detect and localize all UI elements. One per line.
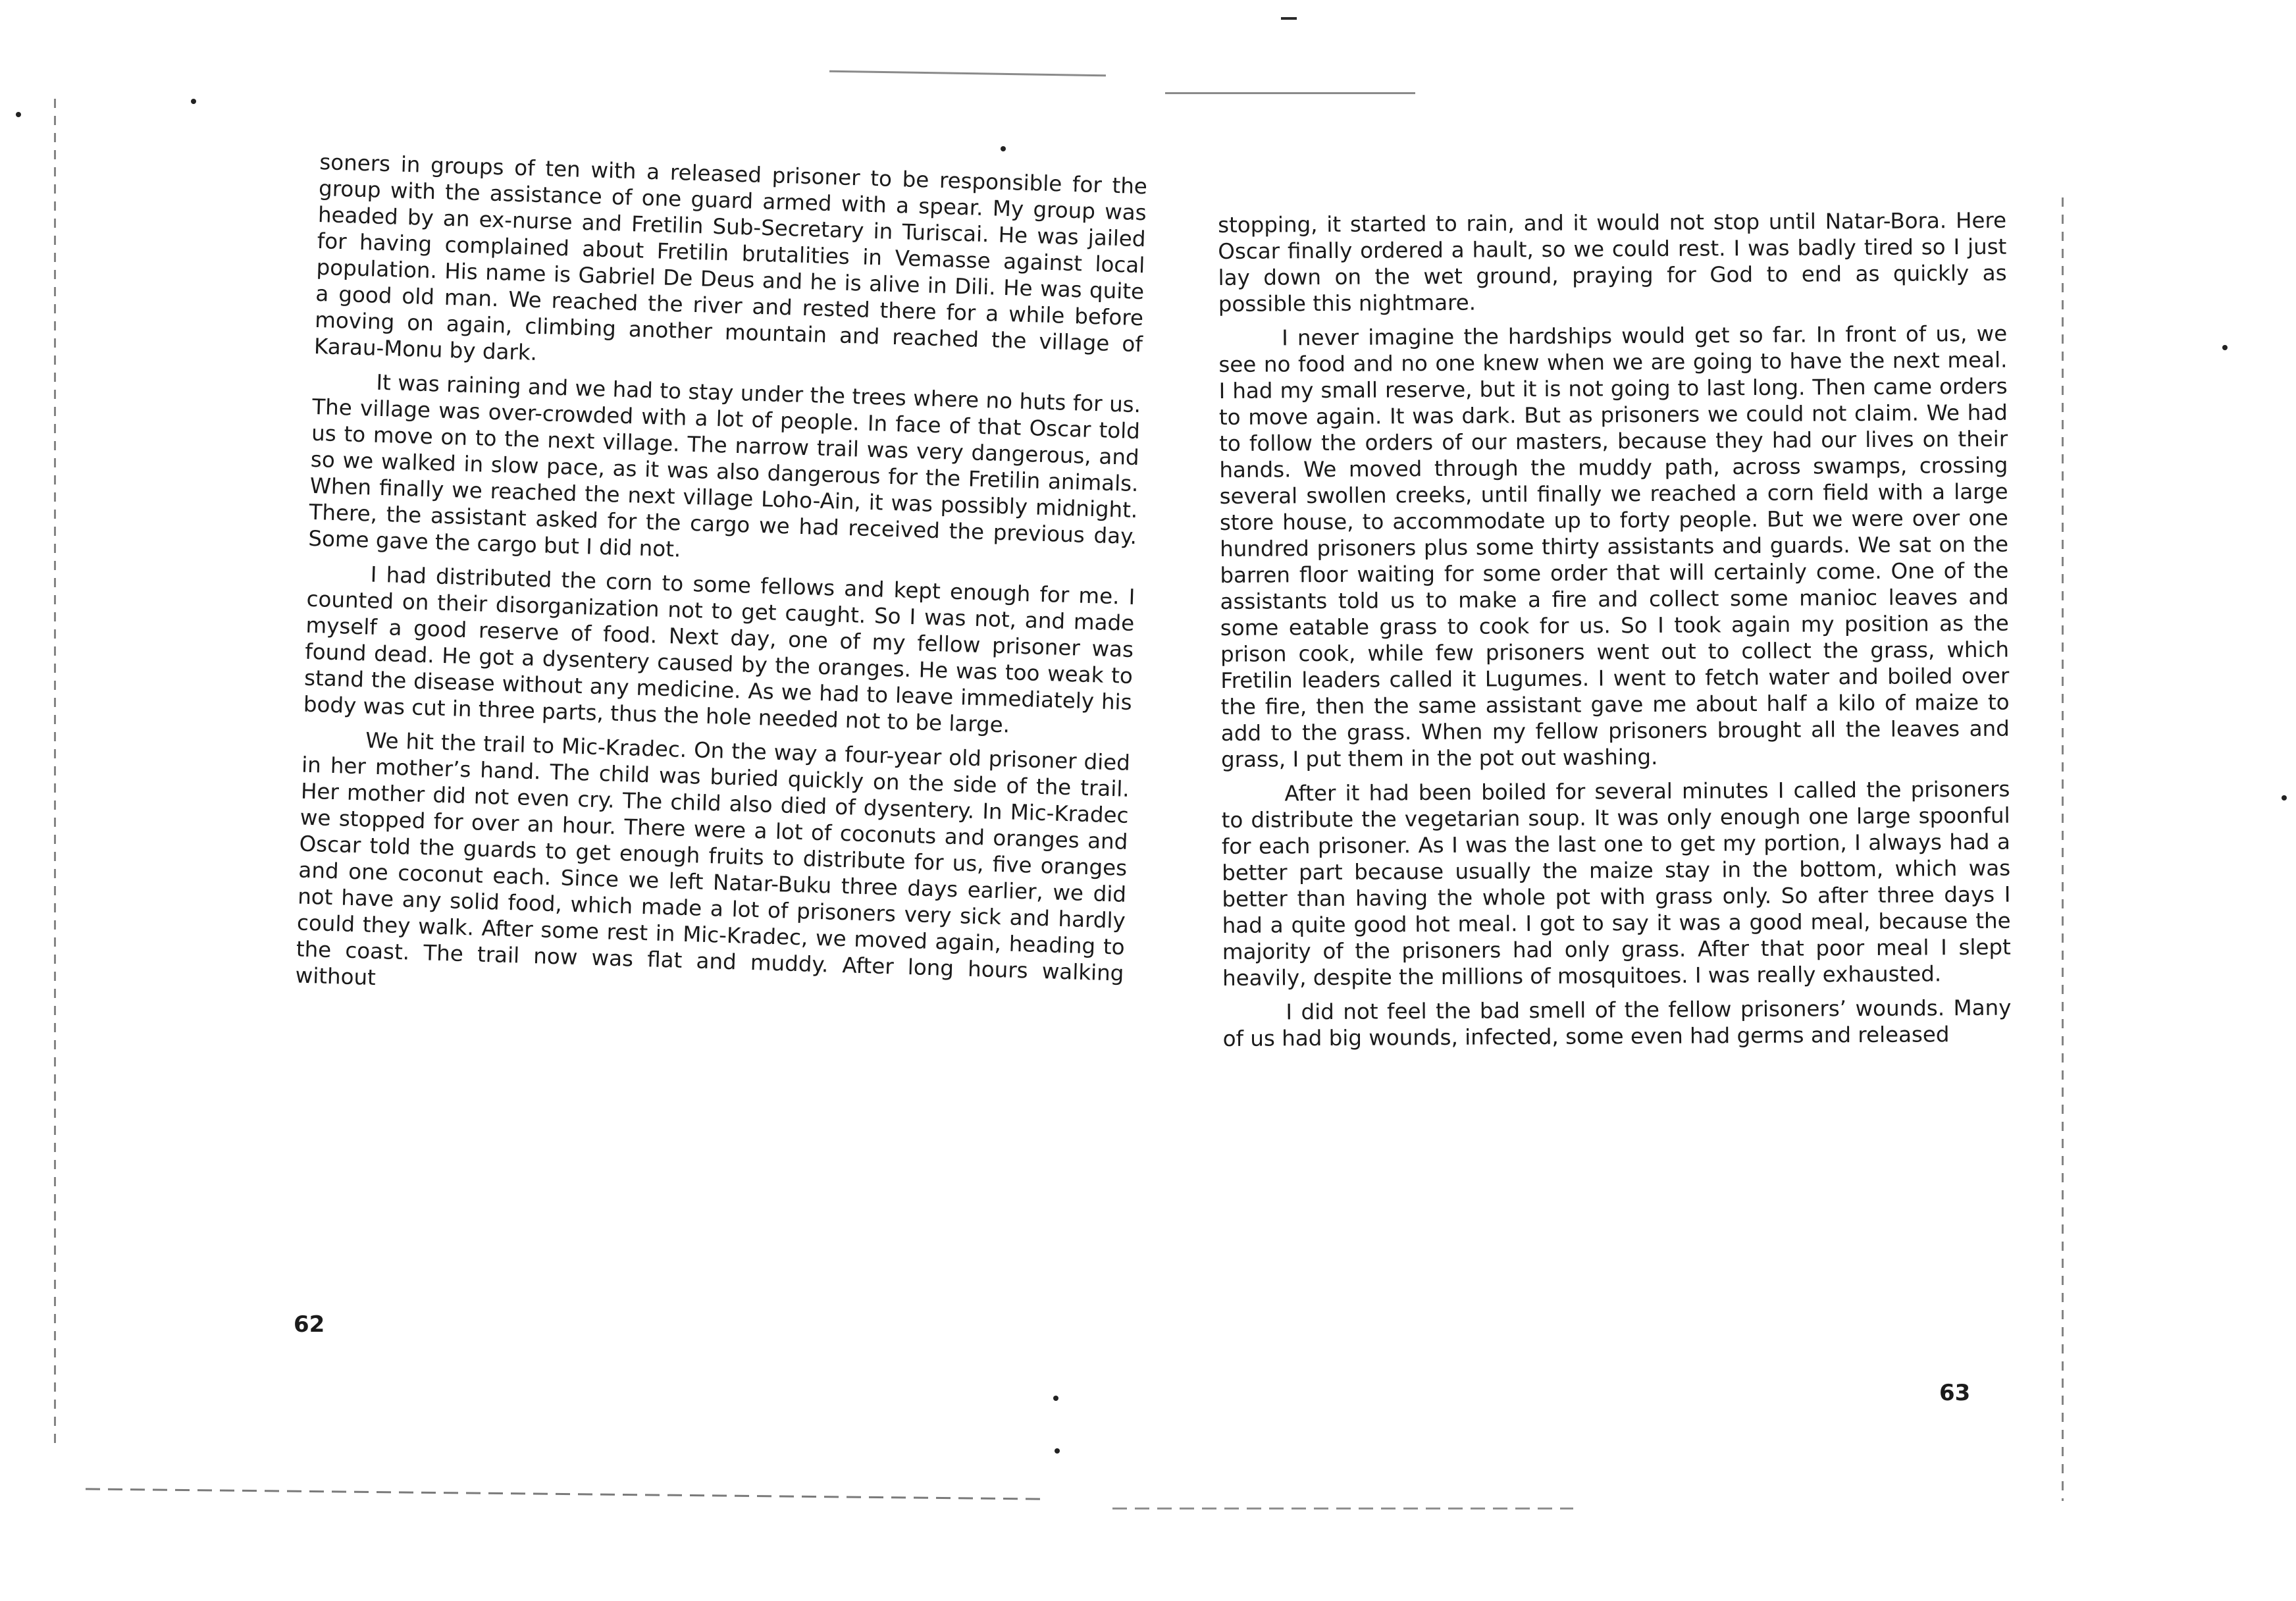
paragraph: I never imagine the hardships would get so far. In front of us, we see no food and no one knew when we are going to have the next meal. I had my small reserve, but it is not going to last long. Then came orders to move again. It was dark. But as prisoners we could not claim. We had to follow the orders of our masters, because they had our lives on their hands. We moved through the muddy path, across swamps, crossing several swollen creeks, until finally we reached a corn field with a large store house, to accommodate up to forty people. But we were over one hundred prisoners plus some thirty assistants and guards. We sat on the barren floor waiting for some order that will certainly come. One of the assistants told us to make a fire and collect some manioc leaves and some eatable grass to cook for us. So I took again my position as the prison cook, while few prisoners went out to collect the grass, which Fretilin leaders called it Lugumes. I went to fetch water and boiled over the fire, then the same assistant gave me about half a kilo of maize to add to the grass. When my fellow prisoners brought all the leaves and grass, I put them in the pot out washing.	[1218, 321, 2010, 772]
page-number: 62	[294, 1311, 325, 1338]
paragraph: soners in groups of ten with a released prisoner to be responsible for the group with the assistance of one guard armed with a spear. My group was headed by an ex-nurse and Fretilin Sub-Secretary in Turiscai. He was jailed for having complained about Fretilin brutalities in Vemasse against local population. His name is Gabriel De Deus and he is alive in Dili. He was quite a good old man. We reached the river and rested there for a while before moving on again, climbing another mountain and reached the village of Karau-Monu by dark.	[313, 149, 1148, 365]
paragraph: I had distributed the corn to some fellows and kept enough for me. I counted on their disorganization not to get caught. So I was not, and made myself a good reserve of food. Next day, one of my fellow prisoner was found dead. He got a dysentery caused by the oranges. He was too weak to stand the disease without any medicine. As we had to leave immediately his body was cut in three parts, thus the hole needed not to be large.	[303, 562, 1135, 738]
paragraph: After it had been boiled for several minutes I called the prisoners to distribute the vegetarian soup. It was only enough one large spoonful for each prisoner. As I was the last one to get my portion, I always had a better part because usually the maize stay in the bottom, which was better than having the whole pot with grass only. So after three days I had a quite good hot meal. I got to say it was a good meal, because the majority of the prisoners had only grass. After that poor meal I slept heavily, despite the millions of mosquitoes. I was really exhausted.	[1221, 776, 2011, 991]
paragraph: It was raining and we had to stay under the trees where no huts for us. The village was over-crowded with a lot of people. In face of that Oscar told us to move on to the next village. The narrow trail was very dangerous, and so we walked in slow pace, as it was also dangerous for the Fretilin animals. When finally we reached the next village Loho-Ain, it was possibly midnight. There, the assistant asked for the cargo we had received the previous day. Some gave the cargo but I did not.	[307, 369, 1141, 562]
paragraph: stopping, it started to rain, and it would not stop until Natar-Bora. Here Oscar finally ordered a hault, so we could rest. I was badly tired so I just lay down on the wet ground, praying for God to end as quickly as possible this nightmare.	[1218, 207, 2007, 317]
right-page-text	[1218, 207, 2012, 1060]
paragraph: We hit the trail to Mic-Kradec. On the way a four-year old prisoner died in her mother’s hand. The child was buried quickly on the side of the trail. Her mother did not even cry. The child also died of dysentery. In Mic-Kradec we stopped for over an hour. There were a lot of coconuts and oranges and Oscar told the guards to get enough fruits to distribute for us, five oranges and one coconut each. Since we left Natar-Buku three days earlier, we did not have any solid food, which made a lot of prisoners very sick and hardly could they walk. After some rest in Mic-Kradec, we moved again, heading to the coast. The trail now was flat and muddy. After long hours walking without	[295, 727, 1131, 991]
right-page	[1172, 0, 2296, 1601]
left-page-text	[295, 149, 1148, 1021]
page-number: 63	[1939, 1380, 1971, 1406]
paragraph: I did not feel the bad smell of the fellow prisoners’ wounds. Many of us had big wounds, infected, some even had germs and released	[1222, 995, 2012, 1051]
